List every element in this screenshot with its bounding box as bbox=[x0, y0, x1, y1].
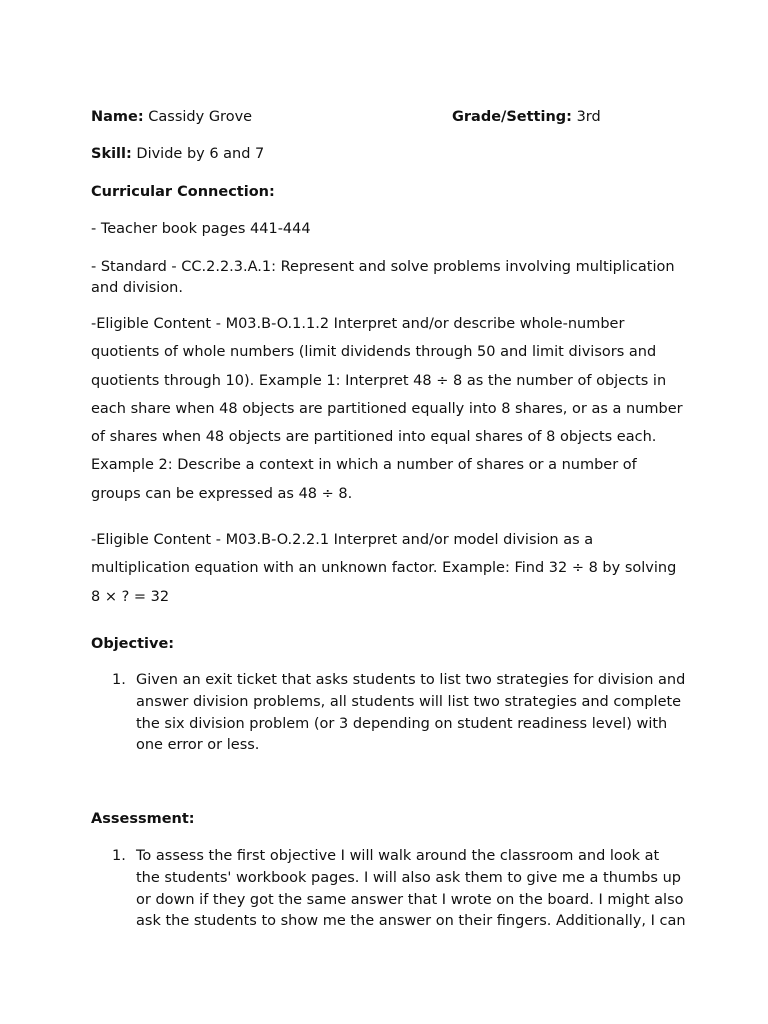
grade-value: 3rd bbox=[576, 109, 601, 125]
list-number: 1. bbox=[112, 672, 126, 688]
list-number: 1. bbox=[112, 848, 126, 864]
standard-paragraph: - Standard - CC.2.2.3.A.1: Represent and solve problems involving multiplication and division. bbox=[91, 259, 675, 296]
skill-label: Skill: bbox=[91, 146, 132, 162]
curricular-heading: Curricular Connection: bbox=[91, 184, 275, 200]
grade-row bbox=[452, 109, 601, 125]
objective-heading: Objective: bbox=[91, 636, 175, 652]
eligible-content-2: -Eligible Content - M03.B-O.2.2.1 Interpret and/or model division as a multiplication equation with an unknown factor. Example: Find 32 ÷ 8 by solving 8 × ? = 32 bbox=[91, 532, 677, 605]
skill-row bbox=[91, 146, 264, 162]
name-value: Cassidy Grove bbox=[148, 109, 253, 125]
grade-label: Grade/Setting: bbox=[452, 109, 572, 125]
assessment-heading: Assessment: bbox=[91, 811, 195, 827]
name-label: Name: bbox=[91, 109, 144, 125]
objective-text: Given an exit ticket that asks students to list two strategies for division and answer division problems, all students will list two strategies and complete the six division problem (or 3 depending on student readiness level) with one error or less. bbox=[136, 672, 686, 754]
eligible-content-1: -Eligible Content - M03.B-O.1.1.2 Interpret and/or describe whole-number quotients of whole numbers (limit dividends through 50 and limit divisors and quotients through 10). Example 1: Interpret 48 ÷ 8 as the number of objects in each share when 48 objects are partitioned equally into 8 shares, or as a number of shares when 48 objects are partitioned into equal shares of 8 objects each. Example 2: Describe a context in which a number of shares or a number of groups can be expressed as 48 ÷ 8. bbox=[91, 316, 683, 502]
teacher-book-line: - Teacher book pages 441-444 bbox=[91, 221, 311, 237]
assessment-text: To assess the first objective I will walk around the classroom and look at the students' workbook pages. I will also ask them to give me a thumbs up or down if they got the same answer that I wrote on the board. I might also ask the students to show me the answer on their fingers. Additionally, I can bbox=[136, 848, 686, 930]
name-row bbox=[91, 109, 252, 125]
skill-value: Divide by 6 and 7 bbox=[136, 146, 265, 162]
